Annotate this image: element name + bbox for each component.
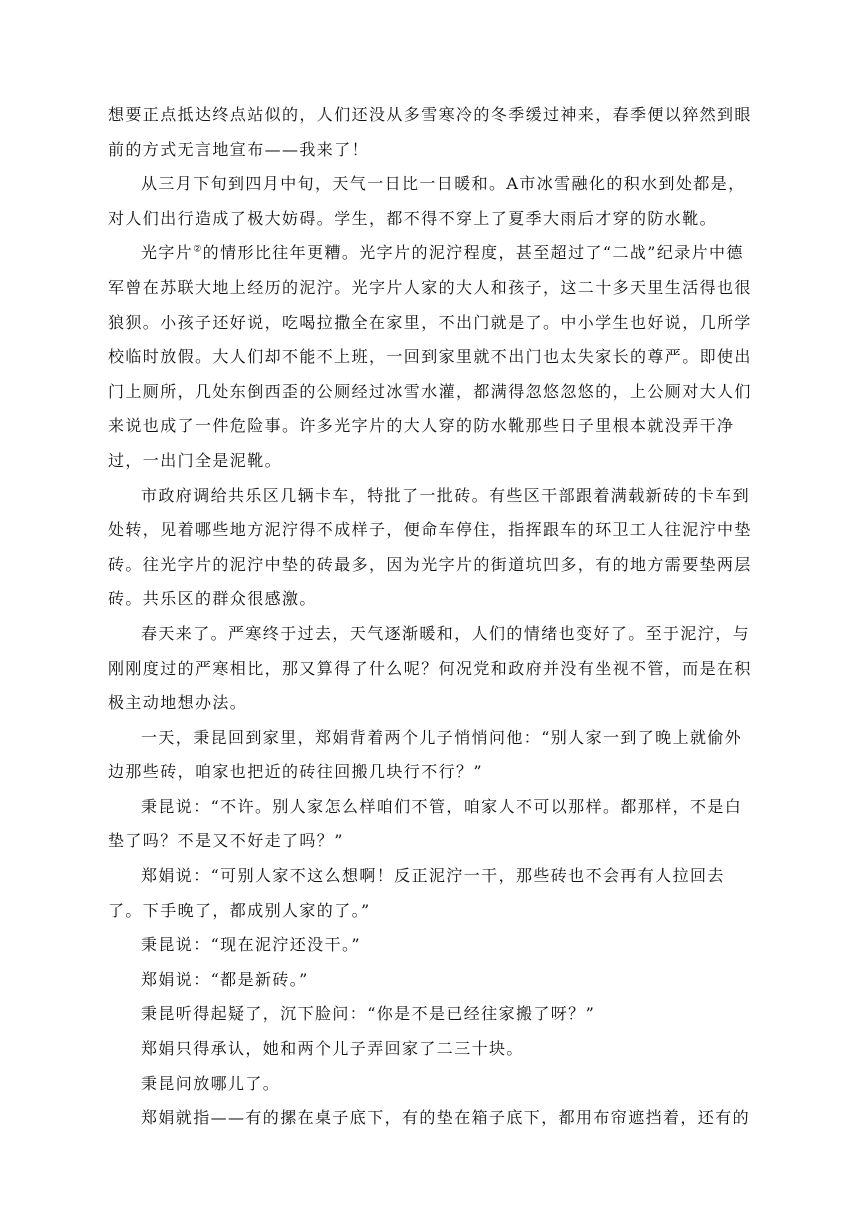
text-line <box>108 236 758 271</box>
text-line: 门上厕所，几处东倒西歪的公厕经过冰雪水灌，都满得忽悠忽悠的，上公厕对大人们 <box>108 381 752 401</box>
text-line: 了。下手晚了，都成别人家的了。” <box>108 900 371 920</box>
text-line: 极主动地想办法。 <box>108 693 248 713</box>
text-line: 校临时放假。大人们却不能不上班，一回到家里就不出门也太失家长的尊严。即使出 <box>108 347 752 367</box>
text-line: 想要正点抵达终点站似的，人们还没从多雪寒冷的冬季缓过神来，春季便以猝然到眼 <box>108 105 752 124</box>
text-line: 边那些砖，咱家也把近的砖往回搬几块行不行？” <box>108 762 483 782</box>
text-segment: 的情形比往年更糟。光字片的泥泞程度，甚至超过了“二战”纪录片中德 <box>202 243 744 263</box>
text-line: 军曾在苏联大地上经历的泥泞。光字片人家的大人和孩子，这二十多天里生活得也很 <box>108 277 752 297</box>
text-line: 来说也成了一件危险事。许多光字片的大人穿的防水靴那些日子里根本就没弄干净 <box>108 416 735 436</box>
text-line: 郑娟只得承认，她和两个儿子弄回家了二三十块。 <box>141 1039 524 1059</box>
text-line: 对人们出行造成了极大妨碍。学生，都不得不穿上了夏季大雨后才穿的防水靴。 <box>108 208 718 228</box>
text-line: 市政府调给共乐区几辆卡车，特批了一批砖。有些区干部跟着满载新砖的卡车到 <box>141 485 751 505</box>
text-line: 一天，秉昆回到家里，郑娟背着两个儿子悄悄问他：“别人家一到了晚上就偷外 <box>141 727 743 747</box>
text-line: 砖。往光字片的泥泞中垫的砖最多，因为光字片的街道坑凹多，有的地方需要垫两层 <box>108 554 752 574</box>
text-line: 郑娟说：“都是新砖。” <box>141 969 309 989</box>
text-line: 处转，见着哪些地方泥泞得不成样子，便命车停住，指挥跟车的环卫工人往泥泞中垫 <box>108 520 752 540</box>
footnote-marker: ② <box>193 245 203 256</box>
body-text <box>108 98 758 1136</box>
text-line: 前的方式无言地宣布——我来了！ <box>108 139 370 159</box>
text-line: 垫了吗？不是又不好走了吗？” <box>108 831 344 851</box>
text-segment: 光字片 <box>141 243 194 263</box>
text-line: 秉昆说：“不许。别人家怎么样咱们不管，咱家人不可以那样。都那样，不是白 <box>141 796 743 816</box>
text-line: 秉昆说：“现在泥泞还没干。” <box>141 935 361 955</box>
text-line: 过，一出门全是泥靴。 <box>108 450 283 470</box>
text-line: 秉昆问放哪儿了。 <box>141 1073 281 1093</box>
text-line: 郑娟说：“可别人家不这么想啊！反正泥泞一干，那些砖也不会再有人拉回去 <box>141 866 725 886</box>
text-line: 狼狈。小孩子还好说，吃喝拉撒全在家里，不出门就是了。中小学生也好说，几所学 <box>108 312 752 332</box>
text-line: 秉昆听得起疑了，沉下脸问：“你是不是已经往家搬了呀？” <box>141 1004 596 1024</box>
text-line: 郑娟就指——有的摞在桌子底下，有的垫在箱子底下，都用布帘遮挡着，还有的 <box>141 1108 751 1128</box>
text-line: 刚刚度过的严寒相比，那又算得了什么呢？何况党和政府并没有坐视不管，而是在积 <box>108 658 752 678</box>
text-line: 从三月下旬到四月中旬，天气一日比一日暖和。A市冰雪融化的积水到处都是， <box>141 174 746 194</box>
text-line: 春天来了。严寒终于过去，天气逐渐暖和，人们的情绪也变好了。至于泥泞，与 <box>141 623 751 643</box>
text-line: 砖。共乐区的群众很感激。 <box>108 589 317 609</box>
